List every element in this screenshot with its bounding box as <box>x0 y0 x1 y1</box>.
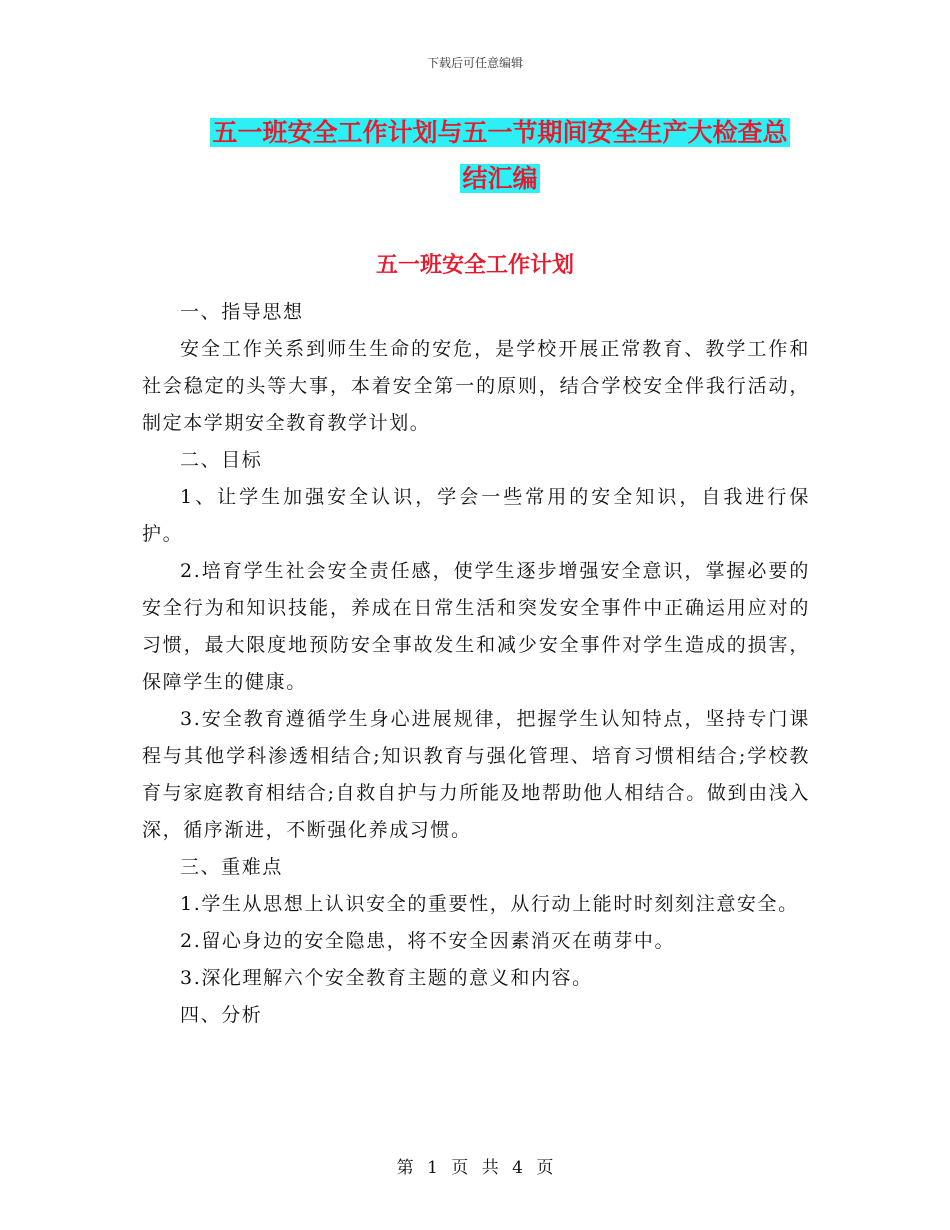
paragraph: 2.培育学生社会安全责任感，使学生逐步增强安全意识，掌握必要的安全行为和知识技能，养成在日常生活和突发安全事件中正确运用应对的习惯，最大限度地预防安全事故发生和减少安全事件对学生造成的损害，保障学生的健康。 <box>142 560 810 693</box>
title-line-1: 五一班安全工作计划与五一节期间安全生产大检查总 <box>212 118 788 147</box>
section-title: 五一班安全工作计划 <box>375 252 574 278</box>
title-line-2: 结汇编 <box>462 164 538 193</box>
document-body <box>142 294 810 1034</box>
heading-goals: 二、目标 <box>180 449 263 471</box>
document-title <box>100 110 900 202</box>
paragraph: 安全工作关系到师生生命的安危，是学校开展正常教育、教学工作和社会稳定的头等大事，本着安全第一的原则，结合学校安全伴我行活动，制定本学期安全教育教学计划。 <box>142 338 810 434</box>
header-note: 下载后可任意编辑 <box>426 56 523 70</box>
paragraph: 3.深化理解六个安全教育主题的意义和内容。 <box>180 967 593 989</box>
paragraph: 1、让学生加强安全认识，学会一些常用的安全知识，自我进行保护。 <box>142 486 810 545</box>
paragraph: 1.学生从思想上认识安全的重要性，从行动上能时时刻刻注意安全。 <box>180 893 799 915</box>
paragraph: 2.留心身边的安全隐患，将不安全因素消灭在萌芽中。 <box>180 930 676 952</box>
heading-analysis: 四、分析 <box>180 1004 263 1026</box>
heading-key-points: 三、重难点 <box>180 856 284 878</box>
page-number: 第 1 页 共 4 页 <box>396 1158 554 1178</box>
paragraph: 3.安全教育遵循学生身心进展规律，把握学生认知特点，坚持专门课程与其他学科渗透相结合;知识教育与强化管理、培育习惯相结合;学校教育与家庭教育相结合;自救自护与力所能及地帮助他人相结合。做到由浅入深，循序渐进，不断强化养成习惯。 <box>142 708 810 841</box>
heading-guiding-thought: 一、指导思想 <box>180 301 304 323</box>
